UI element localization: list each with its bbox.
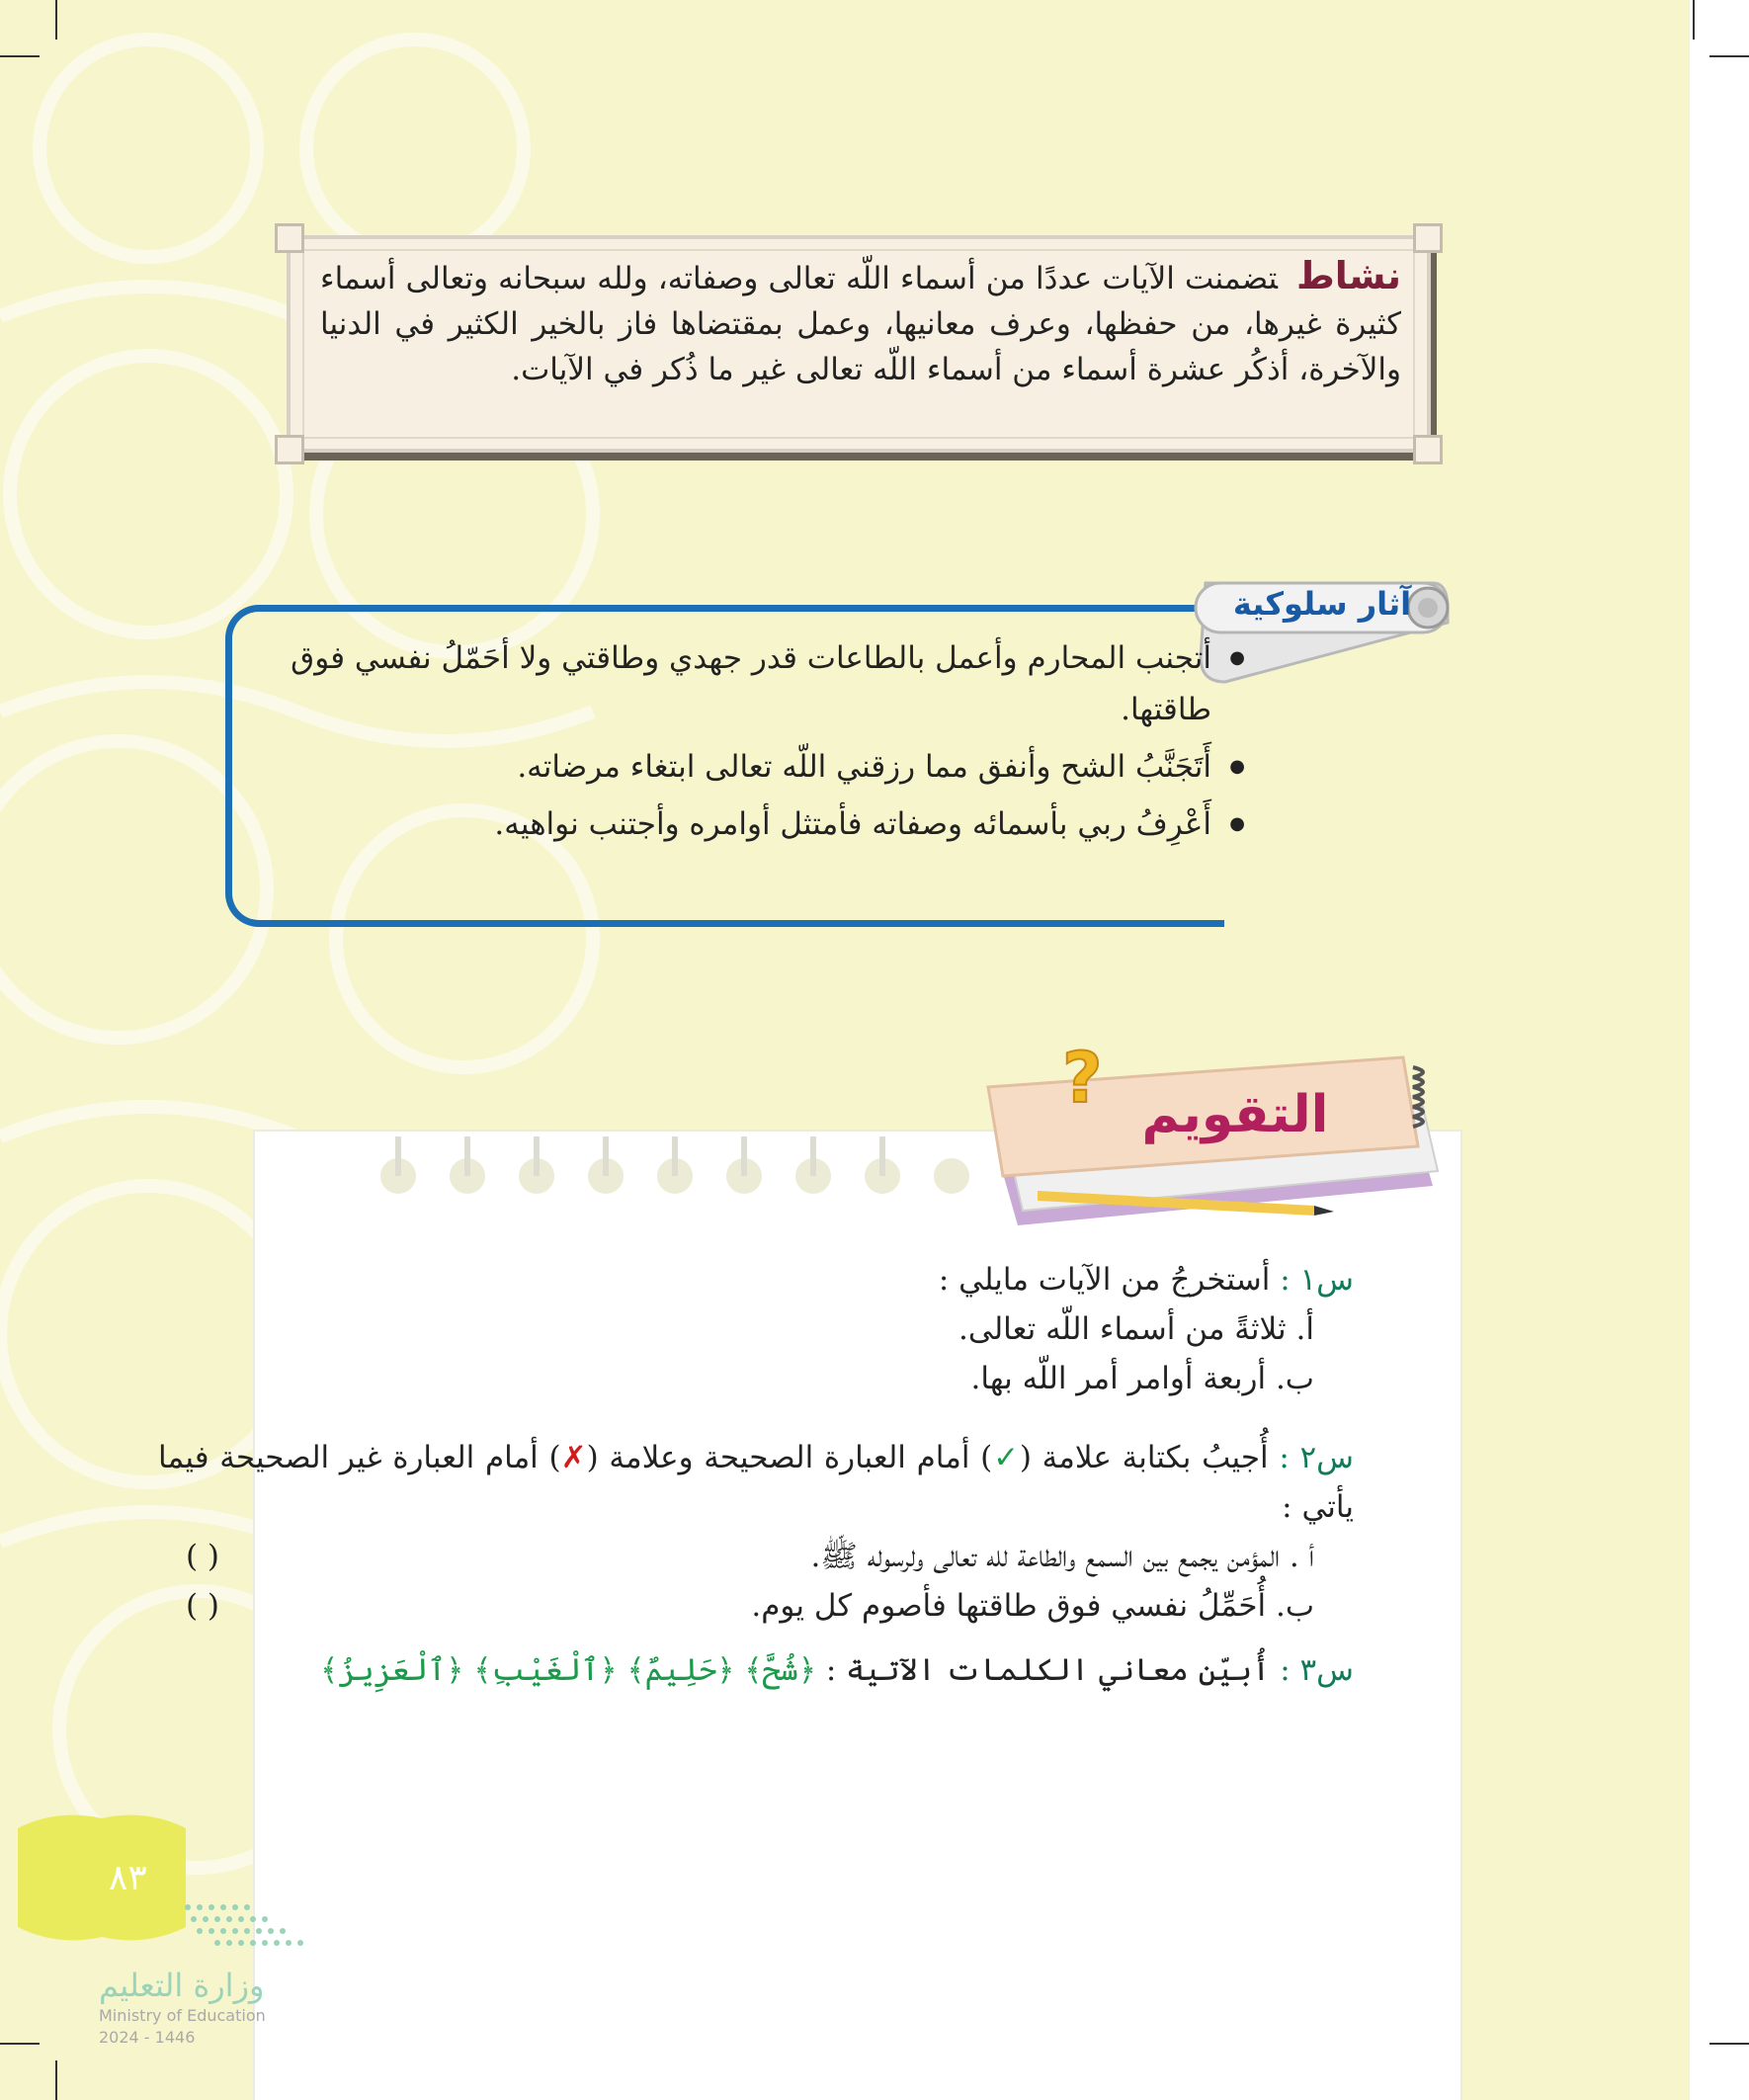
page-number-badge [18,1808,186,1947]
cross-mark-icon: ✗ [560,1440,587,1475]
binder-ring [464,1136,470,1176]
question-3-label: س٣ : [1280,1652,1354,1688]
behavior-title: آثار سلوكية [1232,585,1412,623]
question-1-item: ب. أربعة أوامر أمر اللّه بها. [970,1361,1314,1396]
question-2-row [158,1532,1354,1581]
corner-ornament [275,435,304,464]
ministry-logo-dots [178,1897,316,1957]
crop-mark [55,0,57,40]
binder-ring [741,1136,747,1176]
activity-box [287,235,1431,453]
behavior-item: ● أتجنب المحارم وأعمل بالطاعات قدر جهدي وطاقتي ولا أحَمّلُ نفسي فوق طاقتها. [217,632,1245,735]
answer-parentheses[interactable]: ( ) [185,1539,220,1574]
crop-mark [1709,55,1749,57]
question-2-item: أ . المؤمن يجمع بين السمع والطاعة لله تعالى ولرسوله ﷺ. [810,1539,1314,1574]
corner-ornament [275,223,304,253]
question-2 [158,1433,1354,1631]
question-2-text-a: أُجيبُ بكتابة علامة ( [1019,1440,1269,1475]
binder-ring [395,1136,401,1176]
crop-mark [0,2043,40,2045]
corner-ornament [1413,435,1443,464]
check-mark-icon: ✓ [992,1440,1020,1475]
question-2-label: س٢ : [1279,1440,1354,1475]
binder-ring [672,1136,678,1176]
question-1-text: أستخرجُ من الآيات مايلي : [938,1262,1271,1298]
question-1-label: س١ : [1280,1262,1354,1298]
answer-parentheses[interactable]: ( ) [185,1588,220,1624]
crop-mark [0,55,40,57]
binder-ring [879,1136,885,1176]
behavior-list [217,632,1245,856]
crop-mark [1709,2043,1749,2045]
question-1-item: أ. ثلاثةً من أسماء اللّه تعالى. [958,1311,1314,1347]
binder-ring [603,1136,609,1176]
question-3-text: أُبيّن معاني الكلمات الآتية : [825,1652,1271,1688]
ministry-name-en: Ministry of Education [99,2006,266,2025]
corner-ornament [1413,223,1443,253]
evaluation-title: التقويم [1141,1085,1329,1144]
svg-text:?: ? [1062,1038,1103,1119]
binder-ring [810,1136,816,1176]
crop-mark [1693,0,1695,40]
activity-text [320,253,1401,392]
question-2-item: ب. أُحَمِّلُ نفسي فوق طاقتها فأصوم كل يوم. [751,1588,1314,1624]
binder-ring [534,1136,540,1176]
binder-hole [934,1158,969,1194]
edition-year: 2024 - 1446 [99,2028,196,2047]
activity-body: تضمنت الآيات عددًا من أسماء اللّه تعالى وصفاته، ولله سبحانه وتعالى أسماء كثيرة غيرها، من حفظها، وعرف معانيها، وعمل بمقتضاها فاز بالخير الكثير في الدنيا والآخرة، أذكُر عشرة أسماء من أسماء اللّه تعالى غير ما ذُكر في الآيات. [320,261,1401,387]
behavior-item: ● أَتَجَنَّبُ الشح وأنفق مما رزقني اللّه تعالى ابتغاء مرضاته. [217,741,1245,793]
crop-mark [55,2060,57,2100]
question-2-text-c: ) أمام العبارة غير الصحيحة فيما يأتي : [158,1440,1354,1525]
activity-title: نشاط [1299,254,1401,297]
question-1 [267,1255,1354,1403]
behavior-item: ● أَعْرِفُ ربي بأسمائه وصفاته فأمتثل أوامره وأجتنب نواهيه. [217,798,1245,850]
question-2-row [158,1581,1354,1631]
quran-words: ﴿شُحَّ﴾ ﴿حَلِيمٌ﴾ ﴿ٱلْغَيْبِ﴾ ﴿ٱلْعَزِيزُ﴾ [320,1652,816,1688]
question-3 [158,1645,1354,1695]
ministry-name-ar: وزارة التعليم [99,1967,265,2004]
question-2-text-b: ) أمام العبارة الصحيحة وعلامة ( [586,1440,993,1475]
page-number: ٨٣ [109,1858,147,1898]
